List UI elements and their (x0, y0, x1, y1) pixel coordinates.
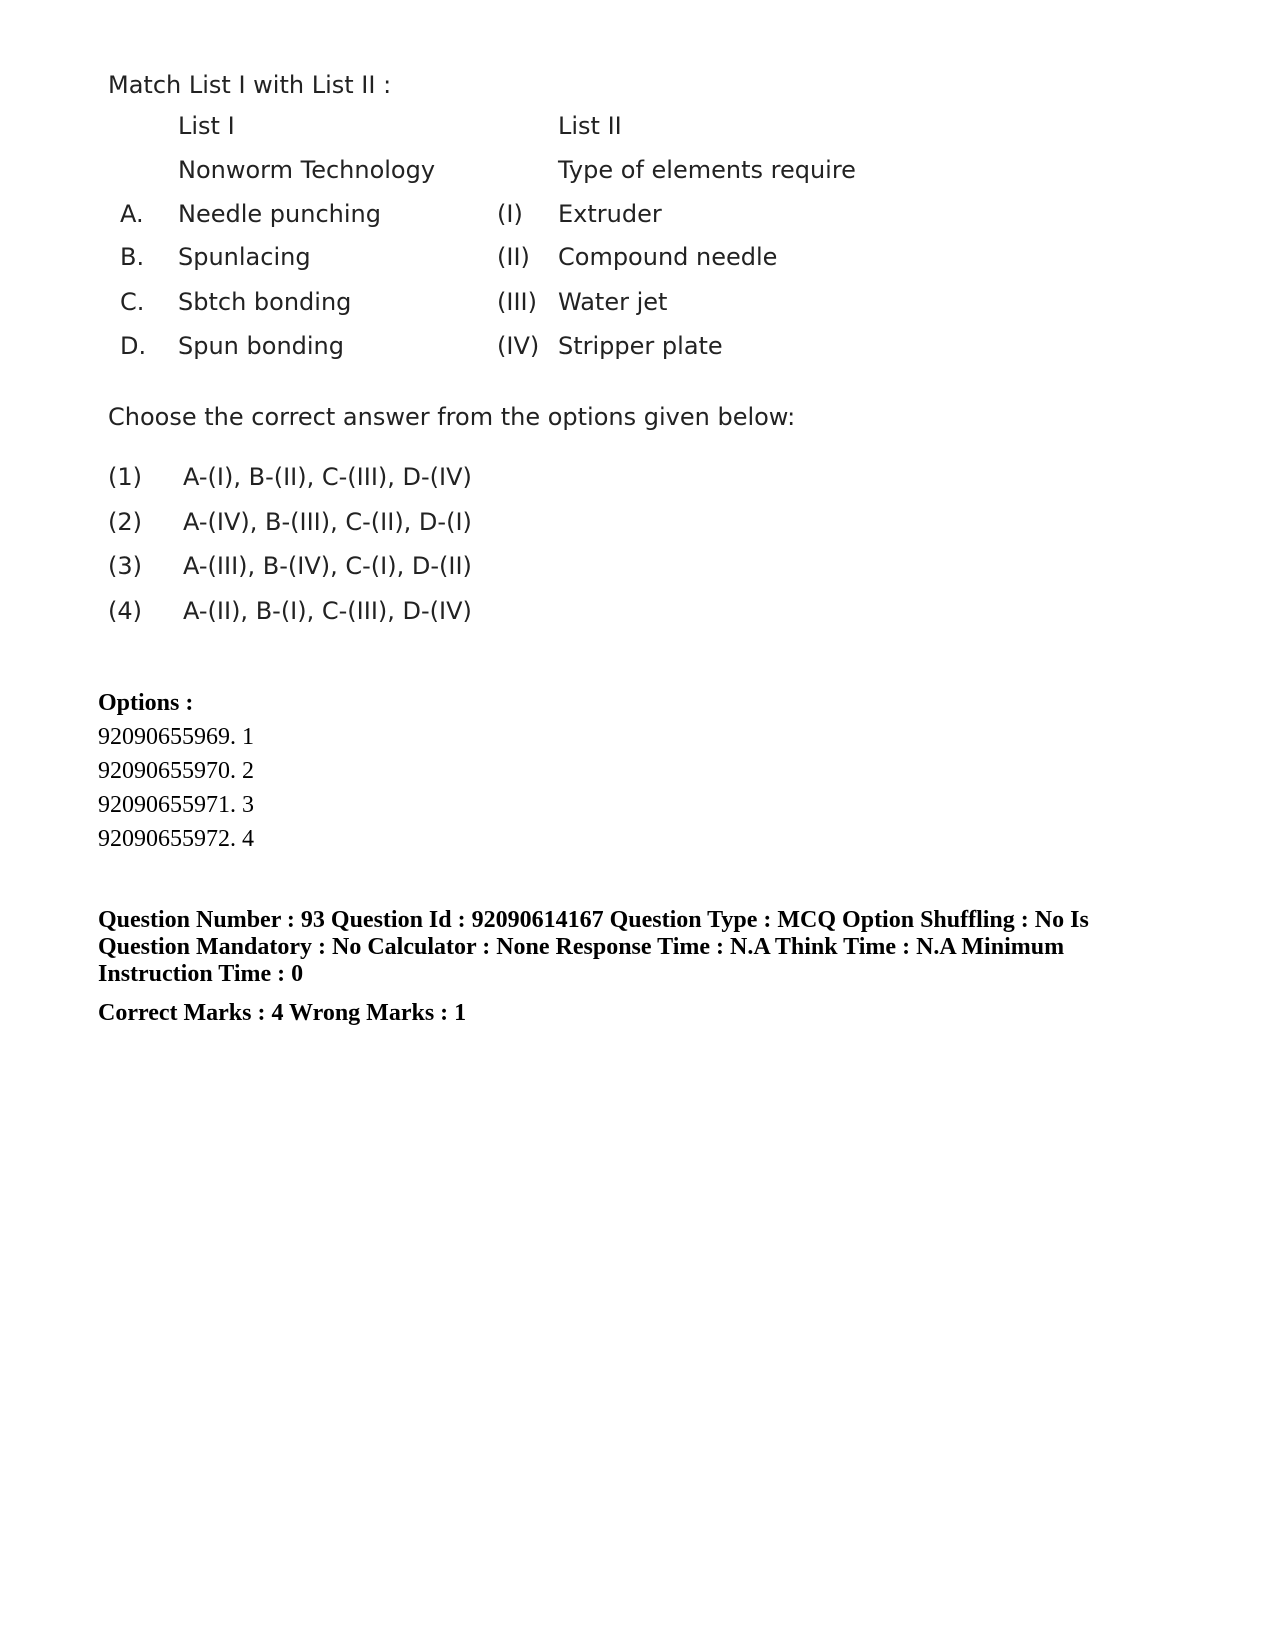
choice-text: A-(I), B-(II), C-(III), D-(IV) (183, 463, 472, 491)
list2-numeral: (I) (497, 200, 523, 228)
option-item: 92090655970. 2 (98, 758, 254, 784)
list1-header: List I (178, 112, 235, 140)
options-heading: Options : (98, 690, 194, 716)
choice-number: (1) (108, 463, 142, 491)
question-image (0, 0, 1275, 660)
choice-number: (2) (108, 508, 142, 536)
list1-item: Spunlacing (178, 243, 311, 271)
list1-subheader: Nonworm Technology (178, 156, 436, 184)
list2-numeral: (III) (497, 288, 537, 316)
question-metadata: Question Number : 93 Question Id : 92090614167 Question Type : MCQ Option Shuffling : No Is Question Mandatory : No Calculator : None Response Time : N.A Think Time : N.A Minimum Instruction Time : 0 (98, 907, 1089, 987)
option-item: 92090655972. 4 (98, 826, 254, 852)
list2-header: List II (558, 112, 622, 140)
list2-item: Water jet (558, 288, 668, 316)
row-label: A. (120, 200, 144, 228)
option-item: 92090655969. 1 (98, 724, 254, 750)
list2-subheader: Type of elements require (558, 156, 856, 184)
list2-numeral: (IV) (497, 332, 540, 360)
choice-number: (4) (108, 597, 142, 625)
list2-item: Stripper plate (558, 332, 723, 360)
choice-number: (3) (108, 552, 142, 580)
choice-text: A-(III), B-(IV), C-(I), D-(II) (183, 552, 472, 580)
row-label: C. (120, 288, 145, 316)
instruction-text: Choose the correct answer from the options given below: (108, 403, 796, 431)
marks-info: Correct Marks : 4 Wrong Marks : 1 (98, 1000, 467, 1026)
list2-numeral: (II) (497, 243, 530, 271)
list2-item: Extruder (558, 200, 662, 228)
list1-item: Needle punching (178, 200, 381, 228)
choice-text: A-(IV), B-(III), C-(II), D-(I) (183, 508, 472, 536)
list1-item: Spun bonding (178, 332, 344, 360)
question-stem: Match List I with List II : (108, 71, 392, 99)
option-item: 92090655971. 3 (98, 792, 254, 818)
row-label: B. (120, 243, 145, 271)
list2-item: Compound needle (558, 243, 778, 271)
row-label: D. (120, 332, 147, 360)
list1-item: Sbtch bonding (178, 288, 352, 316)
choice-text: A-(II), B-(I), C-(III), D-(IV) (183, 597, 472, 625)
